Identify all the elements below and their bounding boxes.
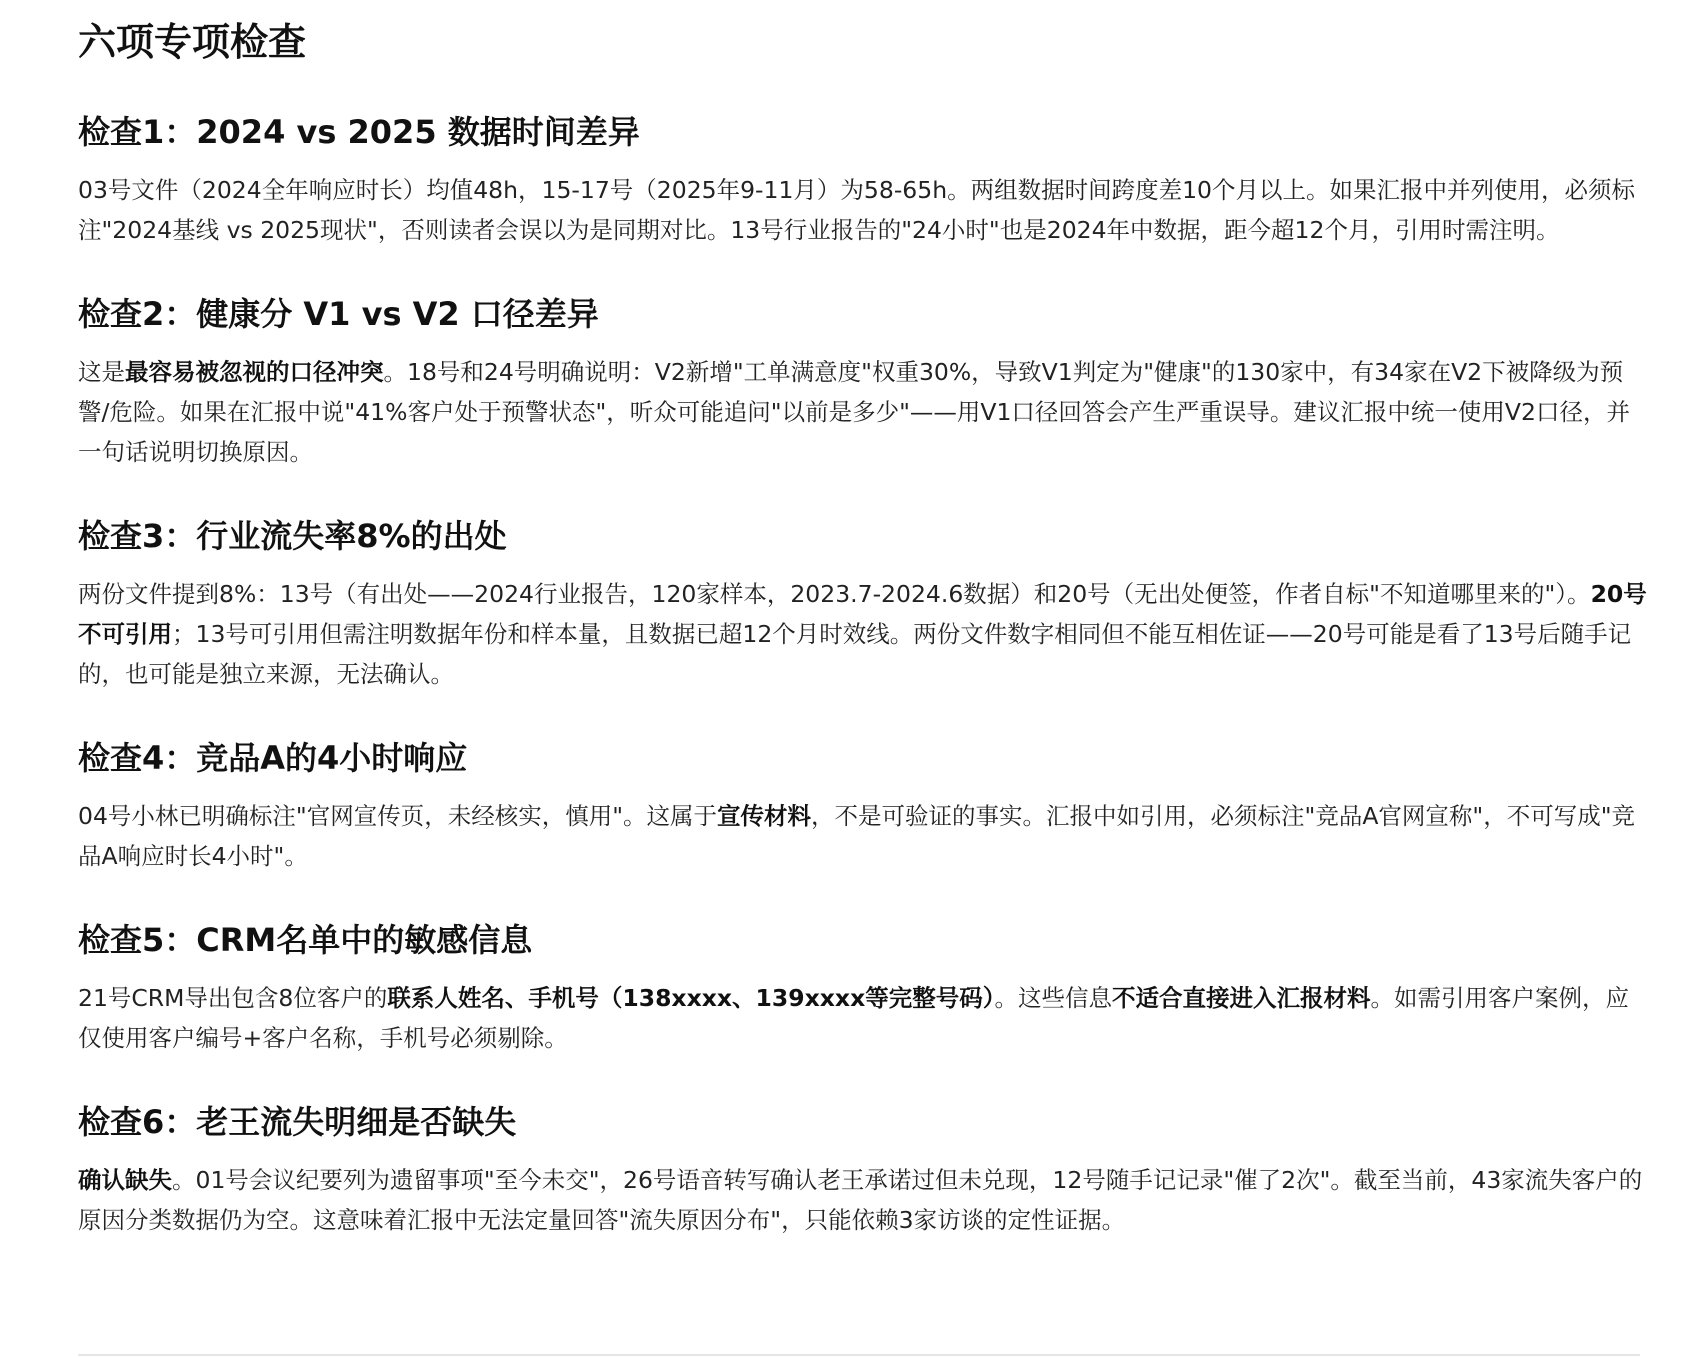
section-5 <box>78 920 1648 1058</box>
section-heading: 检查6：老王流失明细是否缺失 <box>78 1103 517 1141</box>
section-body <box>78 574 1648 694</box>
body-text: ；13号可引用但需注明数据年份和样本量，且数据已超12个月时效线。两份文件数字相同但不能互相佐证——20号可能是看了13号后随手记的，也可能是独立来源，无法确认。 <box>78 620 1632 688</box>
section-6 <box>78 1102 1648 1240</box>
body-text: 03号文件（2024全年响应时长）均值48h，15-17号（2025年9-11月）为58-65h。两组数据时间跨度差10个月以上。如果汇报中并列使用，必须标注"2024基线 vs 2025现状"，否则读者会误以为是同期对比。13号行业报告的"24小时"也是2024年中数据，距今超12个月，引用时需注明。 <box>78 176 1636 244</box>
page-title: 六项专项检查 <box>78 20 307 64</box>
bold-text: 联系人姓名、手机号（138xxxx、139xxxx等完整号码） <box>387 984 995 1012</box>
section-1 <box>78 112 1648 250</box>
bold-text: 最容易被忽视的口径冲突 <box>125 358 384 386</box>
section-heading: 检查2：健康分 V1 vs V2 口径差异 <box>78 295 599 333</box>
section-4 <box>78 738 1648 876</box>
body-text: 。如需引用客户案例，应仅使用客户编号+客户名称，手机号必须剔除。 <box>78 984 1629 1052</box>
bold-text: 确认缺失 <box>78 1166 172 1194</box>
bold-text: 宣传材料 <box>717 802 812 830</box>
bold-text: 不适合直接进入汇报材料 <box>1112 984 1371 1012</box>
body-text: 这是 <box>78 358 125 386</box>
section-heading: 检查1：2024 vs 2025 数据时间差异 <box>78 113 640 151</box>
section-2 <box>78 294 1648 472</box>
section-body <box>78 978 1648 1058</box>
sections-container <box>78 112 1648 1240</box>
body-text: 。这些信息 <box>994 984 1112 1012</box>
section-heading: 检查5：CRM名单中的敏感信息 <box>78 921 533 959</box>
body-text: ，不是可验证的事实。汇报中如引用，必须标注"竞品A官网宣称"，不可写成"竞品A响应时长4小时"。 <box>78 802 1636 870</box>
divider <box>78 1354 1640 1356</box>
body-text: 04号小林已明确标注"官网宣传页，未经核实，慎用"。这属于 <box>78 802 718 830</box>
section-body <box>78 352 1648 472</box>
section-heading: 检查3：行业流失率8%的出处 <box>78 517 507 555</box>
section-body <box>78 170 1648 250</box>
bold-text: 20号不可引用 <box>78 580 1647 648</box>
section-heading: 检查4：竞品A的4小时响应 <box>78 739 468 777</box>
body-text: 。18号和24号明确说明：V2新增"工单满意度"权重30%，导致V1判定为"健康"的130家中，有34家在V2下被降级为预警/危险。如果在汇报中说"41%客户处于预警状态"，听众可能追问"以前是多少"——用V1口径回答会产生严重误导。建议汇报中统一使用V2口径，并一句话说明切换原因。 <box>78 358 1630 466</box>
body-text: 21号CRM导出包含8位客户的 <box>78 984 388 1012</box>
body-text: 两份文件提到8%：13号（有出处——2024行业报告，120家样本，2023.7-2024.6数据）和20号（无出处便签，作者自标"不知道哪里来的"）。 <box>78 580 1591 608</box>
section-body <box>78 1160 1648 1240</box>
section-body <box>78 796 1648 876</box>
body-text: 。01号会议纪要列为遗留事项"至今未交"，26号语音转写确认老王承诺过但未兑现，12号随手记记录"催了2次"。截至当前，43家流失客户的原因分类数据仍为空。这意味着汇报中无法定量回答"流失原因分布"，只能依赖3家访谈的定性证据。 <box>78 1166 1643 1234</box>
section-3 <box>78 516 1648 694</box>
